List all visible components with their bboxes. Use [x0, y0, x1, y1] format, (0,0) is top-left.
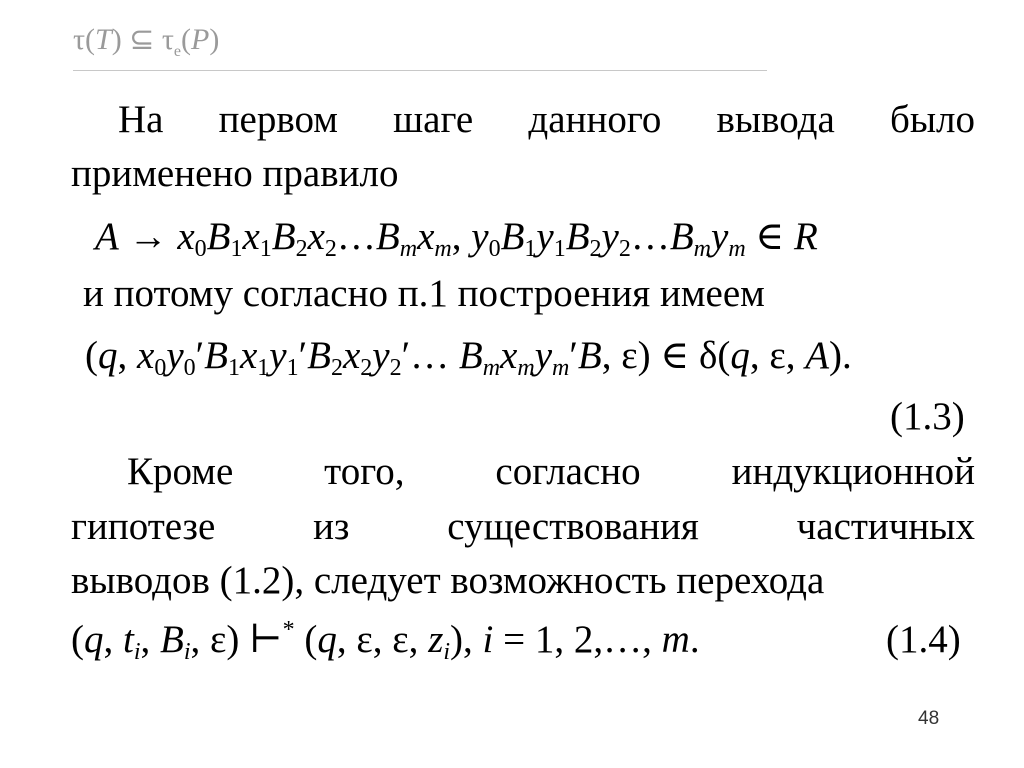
word: данного	[528, 98, 662, 141]
equation-number-1-3: (1.3)	[890, 395, 965, 438]
word: гипотезе	[71, 505, 216, 548]
word: вывода	[716, 98, 835, 141]
word: согласно	[495, 450, 641, 493]
paragraph-1-line-1	[118, 100, 975, 139]
paragraph-1-line-2: применено правило	[71, 152, 399, 195]
slide-header-formula: τ(T) ⊆ $\tau_e(P)$	[73, 23, 220, 60]
paragraph-3-line-2	[71, 507, 975, 546]
header-divider	[73, 70, 767, 71]
paragraph-2-line: и потому согласно п.1 построения имеем	[83, 272, 765, 315]
paragraph-3-line-1	[127, 452, 975, 491]
word: На	[118, 98, 164, 141]
word: частичных	[796, 505, 975, 548]
word: того,	[324, 450, 405, 493]
delta-formula: (q, $x_0y_0'B_1x_1y_1'B_2x_2y_2'\dots$ $B_mx_my_m'B$, ε) ∈ δ(q, ε, A).	[85, 334, 852, 381]
equation-number-1-4: (1.4)	[886, 618, 961, 661]
transition-formula: (q, $t_i$, $B_i$, ε) ⊢* (q, ε, ε, $z_i$), i = 1, 2,…, m.	[71, 617, 700, 665]
paragraph-3-line-3: выводов (1.2), следует возможность перехода	[71, 559, 825, 602]
rule-formula: $A \to x_0B_1x_1B_2x_2\dots B_mx_m$, $y_0B_1y_1B_2y_2\dots B_my_m$ ∈ R	[95, 215, 818, 262]
word: существования	[447, 505, 699, 548]
page-number: 48	[918, 708, 940, 729]
word: первом	[218, 98, 338, 141]
word: индукционной	[731, 450, 975, 493]
word: из	[313, 505, 350, 548]
word: шаге	[393, 98, 474, 141]
word: было	[889, 98, 975, 141]
word: Кроме	[127, 450, 234, 493]
